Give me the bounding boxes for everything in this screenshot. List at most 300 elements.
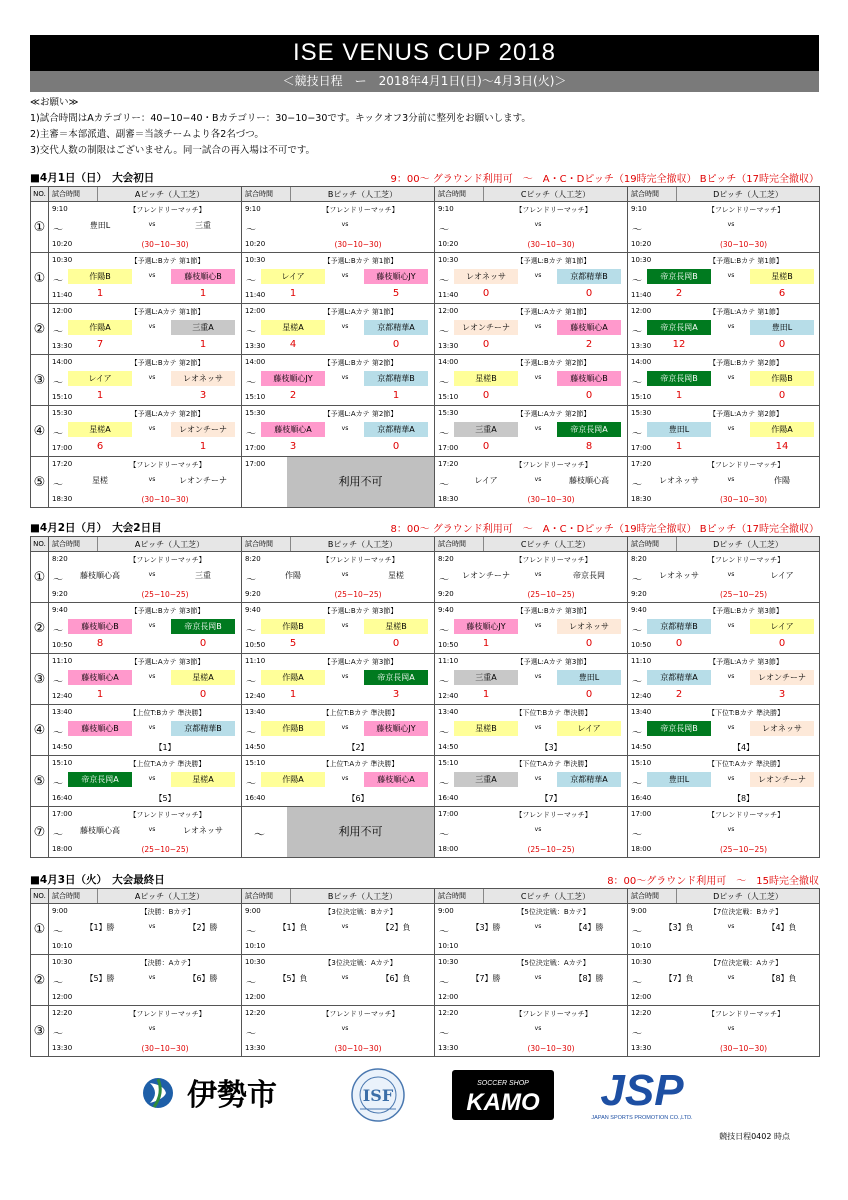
header-time: 試合時間 bbox=[242, 537, 291, 551]
match-label: 【予選L:Bカテ 第2節】 bbox=[516, 359, 591, 367]
start-time: 10:30 bbox=[245, 958, 266, 966]
match-result-ref: 【5】 bbox=[154, 794, 176, 803]
home-team: レオンチーナ bbox=[454, 320, 518, 335]
start-time: 8:20 bbox=[52, 555, 68, 563]
match-label: 【予選L:Bカテ 第1節】 bbox=[130, 257, 205, 265]
home-team: 豊田L bbox=[647, 772, 711, 787]
start-time: 9:10 bbox=[438, 205, 454, 213]
match-label: 【予選L:Aカテ 第1節】 bbox=[709, 308, 783, 316]
match-cell bbox=[628, 955, 820, 1006]
home-team: 【3】負 bbox=[664, 923, 694, 932]
match-cell bbox=[628, 1006, 820, 1057]
away-score: 0 bbox=[778, 390, 786, 401]
ground-availability: 8：00～ グラウンド利用可 ～ A・C・Dピッチ（19時完全撤収） Bピッチ（17時完全撤収） bbox=[390, 524, 819, 535]
home-team: 星槎B bbox=[454, 371, 518, 386]
away-team: 豊田L bbox=[557, 670, 621, 685]
vs-label: vs bbox=[341, 425, 349, 432]
tilde-mark: ～ bbox=[439, 779, 449, 790]
tilde-mark: ～ bbox=[53, 225, 63, 236]
tilde-mark: ～ bbox=[53, 728, 63, 739]
match-slot bbox=[49, 654, 241, 704]
start-time: 12:20 bbox=[245, 1009, 266, 1017]
away-team: レオネッサ bbox=[171, 371, 235, 386]
match-label: 【フレンドリーマッチ】 bbox=[322, 1010, 399, 1018]
match-slot bbox=[242, 603, 434, 653]
header-cell-wrap bbox=[242, 537, 434, 551]
away-team: 帝京長岡A bbox=[557, 422, 621, 437]
away-team bbox=[557, 823, 621, 838]
vs-label: vs bbox=[341, 724, 349, 731]
tilde-mark: ～ bbox=[632, 830, 642, 841]
match-label: 【フレンドリーマッチ】 bbox=[515, 461, 592, 469]
away-team: レオネッサ bbox=[183, 826, 223, 835]
match-cell bbox=[242, 253, 435, 304]
match-cell bbox=[628, 202, 820, 253]
start-time: 9:00 bbox=[438, 907, 454, 915]
end-time: 10:10 bbox=[52, 942, 73, 950]
end-time: 12:40 bbox=[631, 692, 652, 700]
match-row bbox=[31, 603, 820, 654]
match-label: 【上位T:Bカテ 準決勝】 bbox=[129, 709, 206, 717]
home-team bbox=[261, 218, 325, 233]
match-slot bbox=[49, 705, 241, 755]
round-number: ④ bbox=[31, 406, 49, 457]
match-slot bbox=[49, 807, 241, 857]
away-team: 藤枝順心JY bbox=[364, 269, 428, 284]
match-cell bbox=[628, 304, 820, 355]
home-team: レオネッサ bbox=[659, 476, 699, 485]
match-label: 【予選L:Bカテ 第3節】 bbox=[709, 607, 783, 615]
end-time: 18:00 bbox=[52, 845, 73, 853]
vs-label: vs bbox=[148, 221, 156, 228]
vs-label: vs bbox=[341, 221, 349, 228]
start-time: 8:20 bbox=[631, 555, 647, 563]
ground-availability: 9：00～ グラウンド利用可 ～ A・C・Dピッチ（19時完全撤収） Bピッチ（17時完全撤収） bbox=[390, 174, 819, 185]
tilde-mark: ～ bbox=[632, 327, 642, 338]
match-slot bbox=[242, 654, 434, 704]
ise-city-logo bbox=[143, 1078, 277, 1113]
header-pitch: Cピッチ（人工芝） bbox=[520, 189, 591, 199]
header-pitch-cell bbox=[49, 187, 242, 202]
vs-label: vs bbox=[341, 272, 349, 279]
home-team: レイア bbox=[474, 476, 498, 485]
away-score: 0 bbox=[392, 339, 400, 350]
match-slot bbox=[435, 603, 627, 653]
match-cell bbox=[242, 955, 435, 1006]
match-slot bbox=[242, 1006, 434, 1056]
end-time: 10:20 bbox=[245, 240, 266, 248]
vs-label: vs bbox=[727, 724, 735, 731]
note-item: 2)主審＝本部派遣、副審＝当該チームより各2名づつ。 bbox=[30, 129, 264, 140]
home-score: 3 bbox=[289, 441, 297, 452]
away-team: レオンチーナ bbox=[171, 422, 235, 437]
away-team: 帝京長岡 bbox=[573, 571, 605, 580]
vs-label: vs bbox=[534, 622, 542, 629]
round-number: ⑦ bbox=[31, 807, 49, 858]
home-score: 1 bbox=[289, 689, 297, 700]
away-team: 藤枝順心B bbox=[171, 269, 235, 284]
header-cell-wrap bbox=[242, 889, 434, 903]
tilde-mark: ～ bbox=[246, 626, 256, 637]
header-time: 試合時間 bbox=[49, 537, 98, 551]
match-cell bbox=[49, 457, 242, 508]
vs-label: vs bbox=[534, 923, 542, 930]
match-cell bbox=[435, 705, 628, 756]
match-slot bbox=[628, 705, 819, 755]
home-team: 豊田L bbox=[89, 221, 111, 230]
match-label: 【予選L:Bカテ 第3節】 bbox=[323, 607, 398, 615]
away-team: 星槎 bbox=[388, 571, 404, 580]
header-pitch: Cピッチ（人工芝） bbox=[520, 539, 591, 549]
header-time: 試合時間 bbox=[628, 889, 677, 903]
header-pitch: Cピッチ（人工芝） bbox=[520, 891, 591, 901]
round-number: ③ bbox=[31, 654, 49, 705]
match-format-note: (25−10−25) bbox=[141, 845, 189, 854]
match-label: 【予選L:Bカテ 第2節】 bbox=[323, 359, 398, 367]
start-time: 15:10 bbox=[52, 759, 73, 767]
start-time: 14:00 bbox=[52, 358, 73, 366]
match-cell bbox=[242, 552, 435, 603]
header-cell-wrap bbox=[628, 187, 819, 201]
match-format-note: (30−10−30) bbox=[527, 1044, 575, 1053]
start-time: 12:00 bbox=[245, 307, 266, 315]
match-row bbox=[31, 807, 820, 858]
end-time: 11:40 bbox=[631, 291, 652, 299]
home-team: レイア bbox=[261, 269, 325, 284]
match-label: 【予選L:Aカテ 第1節】 bbox=[323, 308, 398, 316]
vs-label: vs bbox=[534, 571, 542, 578]
start-time: 15:10 bbox=[245, 759, 266, 767]
match-cell bbox=[435, 756, 628, 807]
match-cell bbox=[242, 654, 435, 705]
header-pitch: Aピッチ（人工芝） bbox=[134, 891, 205, 901]
tilde-mark: ～ bbox=[246, 1029, 256, 1040]
match-label: 【フレンドリーマッチ】 bbox=[515, 1010, 592, 1018]
start-time: 15:10 bbox=[631, 759, 652, 767]
match-slot bbox=[435, 904, 627, 954]
away-team bbox=[557, 218, 621, 233]
header-time: 試合時間 bbox=[49, 889, 98, 903]
match-slot bbox=[628, 355, 819, 405]
end-time: 18:30 bbox=[631, 495, 652, 503]
home-score: 1 bbox=[482, 689, 490, 700]
association-emblem bbox=[352, 1069, 404, 1121]
match-cell bbox=[49, 552, 242, 603]
end-time: 12:00 bbox=[245, 993, 266, 1001]
tilde-mark: ～ bbox=[246, 978, 256, 989]
notes-block bbox=[30, 95, 531, 159]
start-time: 13:40 bbox=[52, 708, 73, 716]
start-time: 10:30 bbox=[631, 256, 652, 264]
match-row bbox=[31, 457, 820, 508]
vs-label: vs bbox=[727, 775, 735, 782]
logo-strip bbox=[0, 1065, 848, 1135]
start-time: 14:00 bbox=[631, 358, 652, 366]
away-team: 豊田L bbox=[750, 320, 814, 335]
vs-label: vs bbox=[534, 221, 542, 228]
match-label: 【予選L:Aカテ 第1節】 bbox=[516, 308, 591, 316]
home-team: 三重A bbox=[454, 772, 518, 787]
away-score: 0 bbox=[392, 638, 400, 649]
match-format-note: (30−10−30) bbox=[141, 1044, 189, 1053]
round-number: ⑤ bbox=[31, 457, 49, 508]
match-slot bbox=[435, 253, 627, 303]
home-team: 作陽B bbox=[68, 269, 132, 284]
match-slot bbox=[628, 202, 819, 252]
match-label: 【予選L:Aカテ 第2節】 bbox=[709, 410, 783, 418]
tilde-mark: ～ bbox=[439, 626, 449, 637]
page-title: ISE VENUS CUP 2018 bbox=[30, 35, 819, 71]
round-number: ① bbox=[31, 202, 49, 253]
vs-label: vs bbox=[148, 775, 156, 782]
tilde-mark: ～ bbox=[53, 830, 63, 841]
home-team: 藤枝順心JY bbox=[261, 371, 325, 386]
header-pitch-cell bbox=[435, 537, 628, 552]
header-cell-wrap bbox=[435, 889, 627, 903]
end-time: 11:40 bbox=[52, 291, 73, 299]
match-cell bbox=[242, 603, 435, 654]
match-row bbox=[31, 654, 820, 705]
match-row bbox=[31, 705, 820, 756]
home-team: 作陽B bbox=[261, 619, 325, 634]
away-score: 6 bbox=[778, 288, 786, 299]
tilde-mark: ～ bbox=[632, 626, 642, 637]
away-team: 京都精華B bbox=[364, 371, 428, 386]
away-team: 京都精華B bbox=[557, 269, 621, 284]
home-score: 0 bbox=[482, 441, 490, 452]
end-time: 10:50 bbox=[438, 641, 459, 649]
match-cell bbox=[435, 253, 628, 304]
away-score: 0 bbox=[392, 441, 400, 452]
end-time: 13:30 bbox=[245, 1044, 266, 1052]
match-label: 【下位T:Bカテ 準決勝】 bbox=[515, 709, 592, 717]
match-slot bbox=[435, 756, 627, 806]
start-time: 17:00 bbox=[438, 810, 459, 818]
home-team bbox=[647, 1022, 711, 1037]
match-format-note: (25−10−25) bbox=[334, 590, 382, 599]
end-time: 15:10 bbox=[438, 393, 459, 401]
home-score: 1 bbox=[96, 390, 104, 401]
away-team: 【8】勝 bbox=[574, 974, 604, 983]
home-score: 0 bbox=[482, 390, 490, 401]
tilde-mark: ～ bbox=[632, 378, 642, 389]
match-format-note: (25−10−25) bbox=[719, 845, 768, 854]
tilde-mark: ～ bbox=[632, 728, 642, 739]
match-label: 【予選L:Bカテ 第3節】 bbox=[516, 607, 591, 615]
away-team: レイア bbox=[557, 721, 621, 736]
home-score: 1 bbox=[675, 441, 683, 452]
start-time: 14:00 bbox=[245, 358, 266, 366]
home-team bbox=[454, 1022, 518, 1037]
match-slot bbox=[49, 1006, 241, 1056]
match-label: 【フレンドリーマッチ】 bbox=[322, 556, 399, 564]
end-time: 17:00 bbox=[52, 444, 73, 452]
end-time: 14:50 bbox=[52, 743, 73, 751]
vs-label: vs bbox=[727, 974, 735, 981]
match-slot bbox=[49, 603, 241, 653]
home-team: 星槎A bbox=[68, 422, 132, 437]
away-score: 1 bbox=[199, 339, 207, 350]
match-label: 【フレンドリーマッチ】 bbox=[707, 556, 785, 564]
match-label: 【決勝：Aカテ】 bbox=[140, 959, 195, 967]
tilde-mark: ～ bbox=[439, 378, 449, 389]
vs-label: vs bbox=[148, 272, 156, 279]
away-team: 藤枝順心JY bbox=[364, 721, 428, 736]
match-label: 【予選L:Bカテ 第1節】 bbox=[516, 257, 591, 265]
away-team: 帝京長岡A bbox=[364, 670, 428, 685]
match-label: 【フレンドリーマッチ】 bbox=[129, 206, 206, 214]
match-row bbox=[31, 202, 820, 253]
match-cell bbox=[49, 756, 242, 807]
away-score: 14 bbox=[775, 441, 789, 452]
match-format-note: (25−10−25) bbox=[141, 590, 189, 599]
match-cell bbox=[435, 355, 628, 406]
vs-label: vs bbox=[727, 673, 735, 680]
tilde-mark: ～ bbox=[439, 830, 449, 841]
match-label: 【フレンドリーマッチ】 bbox=[129, 556, 206, 564]
unavailable-block: 利用不可 bbox=[287, 457, 434, 507]
start-time: 12:20 bbox=[438, 1009, 459, 1017]
home-team bbox=[647, 823, 711, 838]
match-label: 【決勝：Bカテ】 bbox=[140, 908, 195, 916]
header-pitch-cell bbox=[49, 537, 242, 552]
tilde-mark: ～ bbox=[632, 276, 642, 287]
start-time: 9:40 bbox=[52, 606, 68, 614]
match-row bbox=[31, 253, 820, 304]
home-team: 【7】勝 bbox=[471, 974, 501, 983]
header-pitch-cell bbox=[435, 187, 628, 202]
end-time: 15:10 bbox=[631, 393, 652, 401]
day-header bbox=[30, 170, 819, 186]
match-label: 【フレンドリーマッチ】 bbox=[515, 556, 592, 564]
day-header bbox=[30, 872, 819, 888]
match-format-note: (25−10−25) bbox=[527, 845, 575, 854]
home-team: 【1】負 bbox=[278, 923, 308, 932]
match-slot bbox=[49, 202, 241, 252]
home-team: レイア bbox=[68, 371, 132, 386]
header-time: 試合時間 bbox=[435, 187, 484, 201]
end-time: 10:10 bbox=[245, 942, 266, 950]
vs-label: vs bbox=[341, 1025, 349, 1032]
match-slot bbox=[435, 807, 627, 857]
vs-label: vs bbox=[341, 673, 349, 680]
match-label: 【予選L:Bカテ 第3節】 bbox=[130, 607, 205, 615]
match-slot bbox=[242, 955, 434, 1005]
header-no: NO. bbox=[31, 537, 49, 552]
start-time: 17:20 bbox=[52, 460, 73, 468]
home-team: 星槎A bbox=[261, 320, 325, 335]
end-time: 15:10 bbox=[52, 393, 73, 401]
start-time: 17:00 bbox=[52, 810, 73, 818]
start-time: 17:20 bbox=[631, 460, 652, 468]
match-cell bbox=[242, 355, 435, 406]
home-team bbox=[68, 1022, 132, 1037]
match-slot bbox=[242, 202, 434, 252]
day-label: ■4月1日（日） 大会初日 bbox=[30, 172, 155, 184]
home-team: 星槎B bbox=[454, 721, 518, 736]
home-score: 0 bbox=[675, 638, 683, 649]
header-pitch: Bピッチ（人工芝） bbox=[327, 539, 398, 549]
match-label: 【下位T:Aカテ 準決勝】 bbox=[708, 760, 784, 768]
match-slot bbox=[242, 552, 434, 602]
kamo-small-text: SOCCER SHOP bbox=[477, 1080, 529, 1087]
away-score: 0 bbox=[585, 689, 593, 700]
home-score: 1 bbox=[675, 390, 683, 401]
away-score: 0 bbox=[778, 339, 786, 350]
kamo-logo bbox=[452, 1070, 554, 1120]
match-label: 【7位決定戦：Bカテ】 bbox=[709, 908, 783, 916]
match-cell bbox=[435, 904, 628, 955]
match-cell bbox=[435, 654, 628, 705]
end-time: 10:20 bbox=[52, 240, 73, 248]
match-slot bbox=[435, 355, 627, 405]
away-team: 作陽A bbox=[750, 422, 814, 437]
start-time: 15:30 bbox=[438, 409, 459, 417]
tilde-mark: ～ bbox=[632, 480, 642, 491]
header-pitch-cell bbox=[242, 187, 435, 202]
match-slot bbox=[435, 202, 627, 252]
home-team: 【5】負 bbox=[278, 974, 308, 983]
round-number: ② bbox=[31, 955, 49, 1006]
tilde-mark: ～ bbox=[632, 978, 642, 989]
match-slot bbox=[628, 457, 819, 507]
home-team: 作陽B bbox=[261, 721, 325, 736]
end-time: 11:40 bbox=[438, 291, 459, 299]
tilde-mark: ～ bbox=[246, 728, 256, 739]
away-team: 【2】勝 bbox=[188, 923, 218, 932]
match-cell bbox=[435, 1006, 628, 1057]
away-team: 【4】負 bbox=[767, 923, 797, 932]
home-team: 帝京長岡B bbox=[647, 269, 711, 284]
match-cell bbox=[628, 406, 820, 457]
vs-label: vs bbox=[148, 476, 156, 483]
tilde-mark: ～ bbox=[632, 429, 642, 440]
end-time: 10:10 bbox=[631, 942, 652, 950]
match-format-note: (30−10−30) bbox=[527, 495, 575, 504]
match-cell bbox=[242, 705, 435, 756]
vs-label: vs bbox=[534, 724, 542, 731]
start-time: 10:30 bbox=[438, 256, 459, 264]
away-score: 3 bbox=[199, 390, 207, 401]
schedule-table bbox=[30, 186, 820, 508]
vs-label: vs bbox=[148, 374, 156, 381]
end-time: 14:50 bbox=[631, 743, 652, 751]
home-team: 作陽A bbox=[68, 320, 132, 335]
vs-label: vs bbox=[341, 323, 349, 330]
tilde-mark: ～ bbox=[632, 779, 642, 790]
tilde-mark: ～ bbox=[439, 225, 449, 236]
vs-label: vs bbox=[534, 673, 542, 680]
match-slot bbox=[49, 406, 241, 456]
home-score: 7 bbox=[96, 339, 104, 350]
match-slot bbox=[628, 406, 819, 456]
away-team: 【2】負 bbox=[381, 923, 411, 932]
round-number: ① bbox=[31, 253, 49, 304]
header-pitch: Dピッチ（人工芝） bbox=[713, 891, 783, 901]
tilde-mark: ～ bbox=[439, 575, 449, 586]
end-time: 13:30 bbox=[438, 1044, 459, 1052]
match-label: 【予選L:Aカテ 第2節】 bbox=[516, 410, 591, 418]
home-team: レオネッサ bbox=[659, 571, 699, 580]
match-slot bbox=[242, 756, 434, 806]
home-team: 藤枝順心A bbox=[68, 670, 132, 685]
header-pitch-cell bbox=[242, 537, 435, 552]
match-cell bbox=[435, 955, 628, 1006]
tilde-mark: ～ bbox=[632, 575, 642, 586]
away-team: 藤枝順心高 bbox=[569, 476, 609, 485]
tilde-mark: ～ bbox=[53, 575, 63, 586]
tilde-mark: ～ bbox=[246, 225, 256, 236]
